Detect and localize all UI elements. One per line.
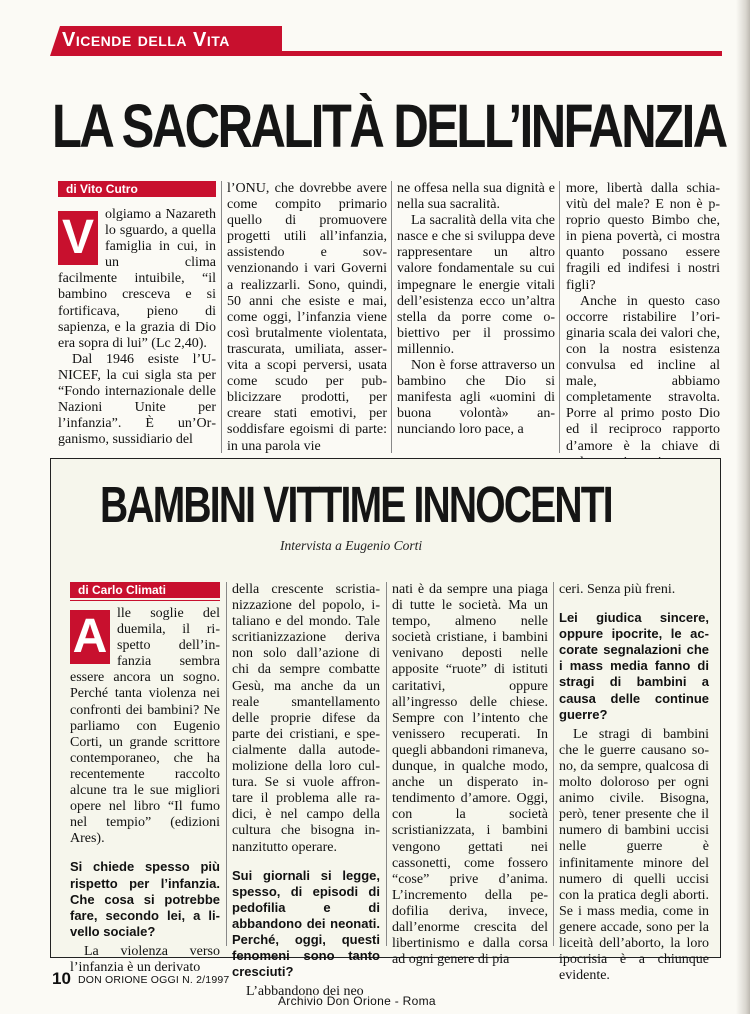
column-divider: [391, 181, 392, 453]
page-number: 10: [52, 969, 71, 988]
column-divider: [221, 181, 222, 453]
article-paragraph: olgiamo a Nazareth lo sguardo, a quella famiglia in cui, in un clima facilmente intuibile, “il bambino cresceva e si fortificava, pieno di sapienza, e la grazia di Dio era sopra di lui” (Lc 2,40).: [58, 207, 216, 351]
column-divider: [553, 582, 554, 946]
interview-question: Lei giudica sincere, oppure ipocrite, le accorate segnalazioni che i mass media fanno di stragi di bambini a causa delle continue guerre?: [559, 610, 709, 722]
section-label: Vicende della Vita: [62, 29, 230, 51]
interview-paragraph: L’abbandono dei neo: [246, 984, 364, 1000]
interview-paragraph: lle soglie del duemila, il rispetto dell’infanzia sembra essere ancora un sogno. Perché tanta violenza nei confronti dei bambini? Ne parliamo con Eugenio Corti, un grande scrittore contemporaneo, che ha recentemente raccolto alcune tra le sue migliori opere nel libro “Il fumo nel tempio” (edizioni Ares).: [70, 606, 220, 847]
article-column-4: [566, 181, 720, 471]
page-fold-shadow: [736, 0, 750, 1014]
article-column-1: [58, 207, 216, 448]
interview-paragraph: della crescente scristianizzazione del popolo, italiano e del mondo. Tale scritianizzazione deriva non solo dall’azione di chi da sempre combatte Gesù, ma anche da un reale smantellamento delle proprie difese da parte dei cristiani, e specialmente dalla autodemolizione della loro cultura. Se si vuole affrontare il problema alle radici, è nel campo della cultura che bisogna innanzitutto operare.: [232, 582, 380, 855]
archive-caption: Archivio Don Orione - Roma: [278, 994, 436, 1008]
column-divider: [559, 181, 560, 453]
article-paragraph: Dal 1946 esiste l’UNICEF, la cui sigla sta per “Fondo internazionale delle Nazioni Unite per l’infanzia”. È un’Organismo, sussidiario del: [58, 351, 216, 448]
article-paragraph: Non è forse attraverso un bambino che Dio si manifesta agli «uomini di buona volontà» annunciando loro pace, a: [397, 358, 555, 438]
interview-paragraph: nati è da sempre una piaga di tutte le società. Ma un tempo, almeno nelle società cristiane, i bambini venivano deposti nelle apposite “ruote” di istituti caritativi, oppure all’ingresso delle chiese. Sempre con l’intento che venissero recuperati. In quegli abbandoni rimaneva, dunque, in qualche modo, anche un disperato intendimento d’amore. Oggi, con la società scristianizzata, i bambini vengono gettati nei cassonetti, come fossero “cose” prive d’anima. L’incremento della pedofilia deriva, invece, dall’enorme crescita del libertinismo e dalla corsa ad ogni genere di pia: [392, 582, 548, 968]
interview-column-3: [392, 582, 548, 968]
column-divider: [386, 582, 387, 946]
article-byline: di Vito Cutro: [58, 181, 216, 197]
section-rule: [282, 51, 722, 56]
article-paragraph: l’ONU, che dovrebbe avere come compito primario quello di promuovere progetti utili all’infanzia, assistendo e sovvenzionando i vari Governi a realizzarli. Sono, quindi, 50 anni che esiste e mai, come oggi, l’infanzia viene così brutalmente violentata, trascurata, umiliata, asservita a scopi perversi, usata come scudo per pubblicizzare prodotti, per creare stati emotivi, per soddisfare egoismi di parte: in una parola vie: [227, 181, 387, 454]
article-paragraph: Anche in questo caso occorre ristabilire l’originaria scala dei valori che, con la nostra esistenza convulsa ed incline al male, abbiamo completamente stravolta. Porre al primo posto Dio ed il reciproco rapporto d’amore è la chiave di: [566, 293, 720, 454]
publication-name: DON ORIONE OGGI N. 2/1997: [78, 974, 230, 986]
article-column-3: [397, 181, 555, 439]
article-column-2: [227, 181, 387, 455]
interview-question: Si chiede spesso più rispetto per l’infanzia. Che cosa si potrebbe fare, secondo lei, a livello sociale?: [70, 859, 220, 939]
interview-column-2: [232, 582, 380, 1000]
drop-cap-a: A: [70, 610, 110, 664]
interview-column-4: [559, 582, 709, 984]
interview-byline: di Carlo Climati: [70, 582, 220, 598]
interview-paragraph: ceri. Senza più freni.: [559, 582, 676, 597]
column-divider: [226, 582, 227, 946]
interview-paragraph: Le stragi di bambini che le guerre causano sono, da sempre, qualcosa di molto doloroso per ogni animo civile. Bisogna, però, tener presente che il numero di bambini uccisi nelle guerre è infinitamente minore del numero di quelli uccisi con la pratica degli aborti. Se i mass media, come in genere accade, sono per la liceità dell’aborto, la loro ipocrisia è a chiunque evidente.: [559, 726, 709, 984]
interview-paragraph: La violenza verso l’infanzia è un derivato: [70, 943, 220, 975]
drop-cap-v: V: [58, 211, 98, 265]
article-headline: LA SACRALITÀ DELL’INFANZIA: [52, 93, 726, 161]
interview-question: Sui giornali si legge, spesso, di episodi di pedofilia e di abbandono dei neonati. Perché, oggi, questi fenomeni sono tanto cresciuti?: [232, 867, 380, 980]
interview-title: BAMBINI VITTIME INNOCENTI: [100, 478, 612, 534]
article-paragraph: more, libertà dalla schiavitù del male? E non è proprio questo Bimbo che, in piena povertà, ci mostra quanto possano essere fragili ed indifesi i nostri figli?: [566, 181, 720, 293]
interview-column-1: [70, 606, 220, 976]
byline-rule: [70, 600, 220, 601]
article-paragraph: La sacralità della vita che nasce e che si sviluppa deve rappresentare un altro valore fondamentale su cui impegnare le energie vitali dell’esistenza ecco un’altra stella da porre come obiettivo per il prossimo millennio.: [397, 213, 555, 357]
interview-subtitle: Intervista a Eugenio Corti: [280, 538, 423, 553]
article-paragraph: ne offesa nella sua dignità e nella sua sacralità.: [397, 181, 555, 213]
